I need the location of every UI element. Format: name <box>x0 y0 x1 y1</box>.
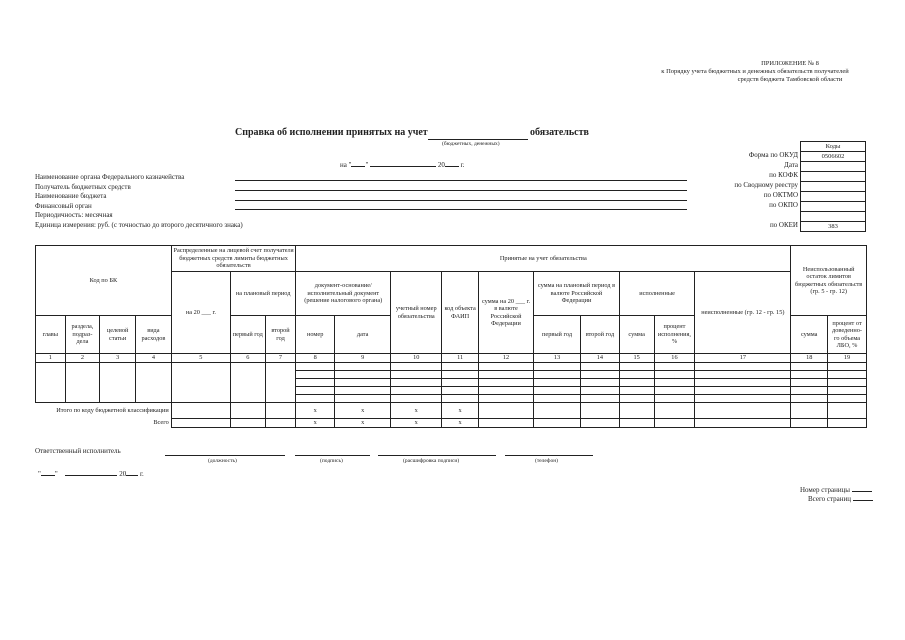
field-edinica: Единица измерения: руб. (с точностью до второго десятичного знака) <box>35 220 243 229</box>
code-okud: 0506602 <box>801 152 866 162</box>
h-razdel: раздела, подраз- дела <box>65 316 100 354</box>
cell[interactable] <box>335 395 391 403</box>
cell[interactable] <box>230 363 265 403</box>
date-line <box>340 161 464 170</box>
cell[interactable] <box>335 363 391 371</box>
x-mark: x <box>391 403 442 419</box>
cell[interactable] <box>534 395 581 403</box>
cell[interactable] <box>230 403 265 419</box>
code-blank <box>801 212 866 222</box>
code-label-okpo: по ОКПО <box>769 201 798 209</box>
code-reestr <box>801 182 866 192</box>
row-numbers <box>36 354 867 363</box>
cell[interactable] <box>828 379 867 387</box>
cell[interactable] <box>828 371 867 379</box>
cell[interactable] <box>296 363 335 371</box>
cell[interactable] <box>534 379 581 387</box>
cell[interactable] <box>296 387 335 395</box>
num-9: 9 <box>335 354 391 363</box>
h-vtor: второй год <box>265 316 296 354</box>
h-perv: первый год <box>230 316 265 354</box>
cell[interactable] <box>654 403 695 419</box>
h-perv2: первый год <box>534 316 581 354</box>
h-na20: на 20 ___ г. <box>171 272 230 354</box>
h-nomer: номер <box>296 316 335 354</box>
cell[interactable] <box>791 387 828 395</box>
h-summa2: сумма <box>791 316 828 354</box>
h-raspred: Распределенные на лицевой счет получателя бюджетных средств лимиты бюджетных обязательств <box>171 246 296 272</box>
cell[interactable] <box>828 395 867 403</box>
x-mark: x <box>442 403 479 419</box>
cell[interactable] <box>478 387 533 395</box>
code-label-blank <box>700 211 798 221</box>
sig-line-podpis <box>295 455 370 456</box>
code-label-date: Дата <box>784 161 798 169</box>
cell[interactable] <box>791 371 828 379</box>
cell[interactable] <box>619 387 654 395</box>
codes-table <box>800 141 866 232</box>
appendix-line2: к Порядку учета бюджетных и денежных обязательств получателей <box>661 68 849 75</box>
h-summa: сумма <box>619 316 654 354</box>
cell[interactable] <box>478 371 533 379</box>
cell[interactable] <box>442 395 479 403</box>
h-glava: главы <box>36 316 66 354</box>
cell[interactable] <box>391 379 442 387</box>
appendix-line1: ПРИЛОЖЕНИЕ № 8 <box>761 60 819 67</box>
itogo-row <box>36 403 867 419</box>
h-data: дата <box>335 316 391 354</box>
x-mark: x <box>335 419 391 428</box>
cell[interactable] <box>442 387 479 395</box>
x-mark: x <box>296 419 335 428</box>
h-doc: документ-основание/ исполнительный документ (решение налогового органа) <box>296 272 391 316</box>
num-18: 18 <box>791 354 828 363</box>
cell[interactable] <box>695 363 791 371</box>
vsego-label: Всего <box>153 419 169 427</box>
field-line-3 <box>235 200 687 201</box>
cell[interactable] <box>296 395 335 403</box>
cell[interactable] <box>828 387 867 395</box>
sig-telefon: (телефон) <box>535 458 559 464</box>
cell[interactable] <box>619 419 654 428</box>
cell[interactable] <box>695 403 791 419</box>
code-label-oktmo: по ОКТМО <box>763 191 798 199</box>
cell[interactable] <box>296 371 335 379</box>
num-11: 11 <box>442 354 479 363</box>
cell[interactable] <box>791 419 828 428</box>
cell[interactable] <box>478 403 533 419</box>
num-5: 5 <box>171 354 230 363</box>
field-line-2 <box>235 190 687 191</box>
cell[interactable] <box>695 379 791 387</box>
sig-date-q1: " <box>38 470 41 478</box>
page-total-label: Всего страниц <box>808 495 852 503</box>
code-oktmo <box>801 192 866 202</box>
cell[interactable] <box>619 395 654 403</box>
num-15: 15 <box>619 354 654 363</box>
field-finorgan: Финансовый орган <box>35 201 92 210</box>
field-list <box>35 173 243 231</box>
page-number <box>800 486 872 495</box>
sig-rasshifrovka: (расшифровка подписи) <box>403 458 460 464</box>
cell[interactable] <box>442 379 479 387</box>
cell[interactable] <box>534 419 581 428</box>
cell[interactable] <box>296 379 335 387</box>
title-right: обязательств <box>530 127 589 138</box>
sig-line-telefon <box>505 455 593 456</box>
cell[interactable] <box>581 379 620 387</box>
h-kod-bk: Код по БК <box>36 246 172 316</box>
h-ispolneno: исполненные <box>619 272 695 316</box>
title-hint: (бюджетных, денежных) <box>442 141 500 147</box>
sig-label: Ответственный исполнитель <box>35 447 121 455</box>
h-celevoi: целевой статьи <box>100 316 136 354</box>
num-7: 7 <box>265 354 296 363</box>
x-mark: x <box>442 419 479 428</box>
sig-line-rasshifrovka <box>378 455 496 456</box>
cell[interactable] <box>581 403 620 419</box>
h-neisp: Неиспользованный остаток лимитов бюджетных обязательств (гр. 5 - гр. 12) <box>791 246 867 316</box>
cell[interactable] <box>581 387 620 395</box>
cell[interactable] <box>695 419 791 428</box>
cell[interactable] <box>534 387 581 395</box>
cell[interactable] <box>619 379 654 387</box>
cell[interactable] <box>534 403 581 419</box>
cell[interactable] <box>581 371 620 379</box>
cell[interactable] <box>171 403 230 419</box>
cell[interactable] <box>695 371 791 379</box>
cell[interactable] <box>619 403 654 419</box>
date-na: на " <box>340 161 352 169</box>
h-summa-na: сумма на 20 ___ г. в валюте Российской Федерации <box>478 272 533 354</box>
cell[interactable] <box>391 395 442 403</box>
date-g: г. <box>460 161 465 169</box>
cell[interactable] <box>391 387 442 395</box>
cell[interactable] <box>534 371 581 379</box>
cell[interactable] <box>828 403 867 419</box>
sig-date-year: 20 <box>119 470 127 478</box>
code-label-okei: по ОКЕИ <box>769 221 798 229</box>
sig-date-g: г. <box>139 470 144 478</box>
num-19: 19 <box>828 354 867 363</box>
cell[interactable] <box>335 371 391 379</box>
cell[interactable] <box>391 371 442 379</box>
code-label-kofk: по КОФК <box>769 171 798 179</box>
num-1: 1 <box>36 354 66 363</box>
vsego-row <box>36 419 867 428</box>
h-plan: на плановый период <box>230 272 295 316</box>
field-poluchatel: Получатель бюджетных средств <box>35 182 131 191</box>
cell[interactable] <box>36 363 66 403</box>
code-okei: 383 <box>801 222 866 232</box>
codes-labels <box>700 151 798 231</box>
cell[interactable] <box>654 395 695 403</box>
itogo-label: Итого по коду бюджетной классификации <box>56 407 169 414</box>
sig-date <box>38 470 144 479</box>
cell[interactable] <box>581 419 620 428</box>
field-budget: Наименование бюджета <box>35 192 107 201</box>
num-14: 14 <box>581 354 620 363</box>
field-line-1 <box>235 180 687 181</box>
h-procent: процент исполнения, % <box>654 316 695 354</box>
h-uchet-nomer: учетный номер обязательства <box>391 272 442 354</box>
num-8: 8 <box>296 354 335 363</box>
x-mark: x <box>296 403 335 419</box>
cell[interactable] <box>478 379 533 387</box>
main-table <box>35 245 867 428</box>
num-10: 10 <box>391 354 442 363</box>
h-procent2: процент от доведенно- го объема ЛБО, % <box>828 316 867 354</box>
cell[interactable] <box>695 387 791 395</box>
cell[interactable] <box>791 395 828 403</box>
cell[interactable] <box>695 395 791 403</box>
x-mark: x <box>335 403 391 419</box>
cell[interactable] <box>581 395 620 403</box>
sig-podpis: (подпись) <box>320 458 343 464</box>
page-total <box>808 495 873 504</box>
cell[interactable] <box>391 363 442 371</box>
cell[interactable] <box>65 363 100 403</box>
x-mark: x <box>391 419 442 428</box>
num-12: 12 <box>478 354 533 363</box>
cell[interactable] <box>828 419 867 428</box>
date-quote: " <box>365 161 369 169</box>
code-date <box>801 162 866 172</box>
field-line-4 <box>235 209 687 210</box>
cell[interactable] <box>791 379 828 387</box>
cell[interactable] <box>171 363 230 403</box>
cell[interactable] <box>265 403 296 419</box>
sig-date-q2: " <box>54 470 58 478</box>
cell[interactable] <box>534 363 581 371</box>
h-summa-plan: сумма на плановый период в валюте Российской Федерации <box>534 272 620 316</box>
cell[interactable] <box>171 419 230 428</box>
cell[interactable] <box>335 379 391 387</box>
num-16: 16 <box>654 354 695 363</box>
num-3: 3 <box>100 354 136 363</box>
cell[interactable] <box>442 371 479 379</box>
num-17: 17 <box>695 354 791 363</box>
cell[interactable] <box>828 363 867 371</box>
code-label-reestr: по Сводному реестру <box>734 181 798 189</box>
sig-line-dolzhnost <box>165 455 285 456</box>
cell[interactable] <box>100 363 136 403</box>
cell[interactable] <box>478 363 533 371</box>
h-kod-faip: код объекта ФАИП <box>442 272 479 354</box>
field-periodichnost: Периодичность: месячная <box>35 211 113 220</box>
title-left: Справка об исполнении принятых на учет <box>235 127 428 138</box>
cell[interactable] <box>478 419 533 428</box>
page-number-label: Номер страницы <box>800 486 851 494</box>
appendix <box>661 60 890 84</box>
cell[interactable] <box>791 363 828 371</box>
appendix-line3: средств бюджета Тамбовской области <box>737 76 843 83</box>
cell[interactable] <box>619 363 654 371</box>
codes-header: Коды <box>801 142 866 152</box>
cell[interactable] <box>654 371 695 379</box>
sig-dolzhnost: (должность) <box>208 458 237 464</box>
cell[interactable] <box>654 363 695 371</box>
cell[interactable] <box>791 403 828 419</box>
h-neispolneno: неисполненные (гр. 12 - гр. 15) <box>695 272 791 354</box>
h-vtor2: второй год <box>581 316 620 354</box>
cell[interactable] <box>654 419 695 428</box>
data-row <box>36 363 867 371</box>
num-4: 4 <box>136 354 172 363</box>
field-organ: Наименование органа Федерального казначейства <box>35 173 185 181</box>
code-label-okud: Форма по ОКУД <box>748 151 798 159</box>
h-vid: вида расходов <box>136 316 172 354</box>
cell[interactable] <box>136 363 172 403</box>
num-6: 6 <box>230 354 265 363</box>
cell[interactable] <box>478 395 533 403</box>
cell[interactable] <box>442 363 479 371</box>
cell[interactable] <box>654 387 695 395</box>
date-year: 20 <box>437 161 445 169</box>
code-kofk <box>801 172 866 182</box>
cell[interactable] <box>619 371 654 379</box>
cell[interactable] <box>230 419 265 428</box>
title-blank <box>428 139 528 140</box>
h-prinyatye: Принятые на учет обязательства <box>296 246 791 272</box>
num-13: 13 <box>534 354 581 363</box>
cell[interactable] <box>265 419 296 428</box>
code-okpo <box>801 202 866 212</box>
cell[interactable] <box>654 379 695 387</box>
cell[interactable] <box>581 363 620 371</box>
cell[interactable] <box>335 387 391 395</box>
num-2: 2 <box>65 354 100 363</box>
cell[interactable] <box>265 363 296 403</box>
